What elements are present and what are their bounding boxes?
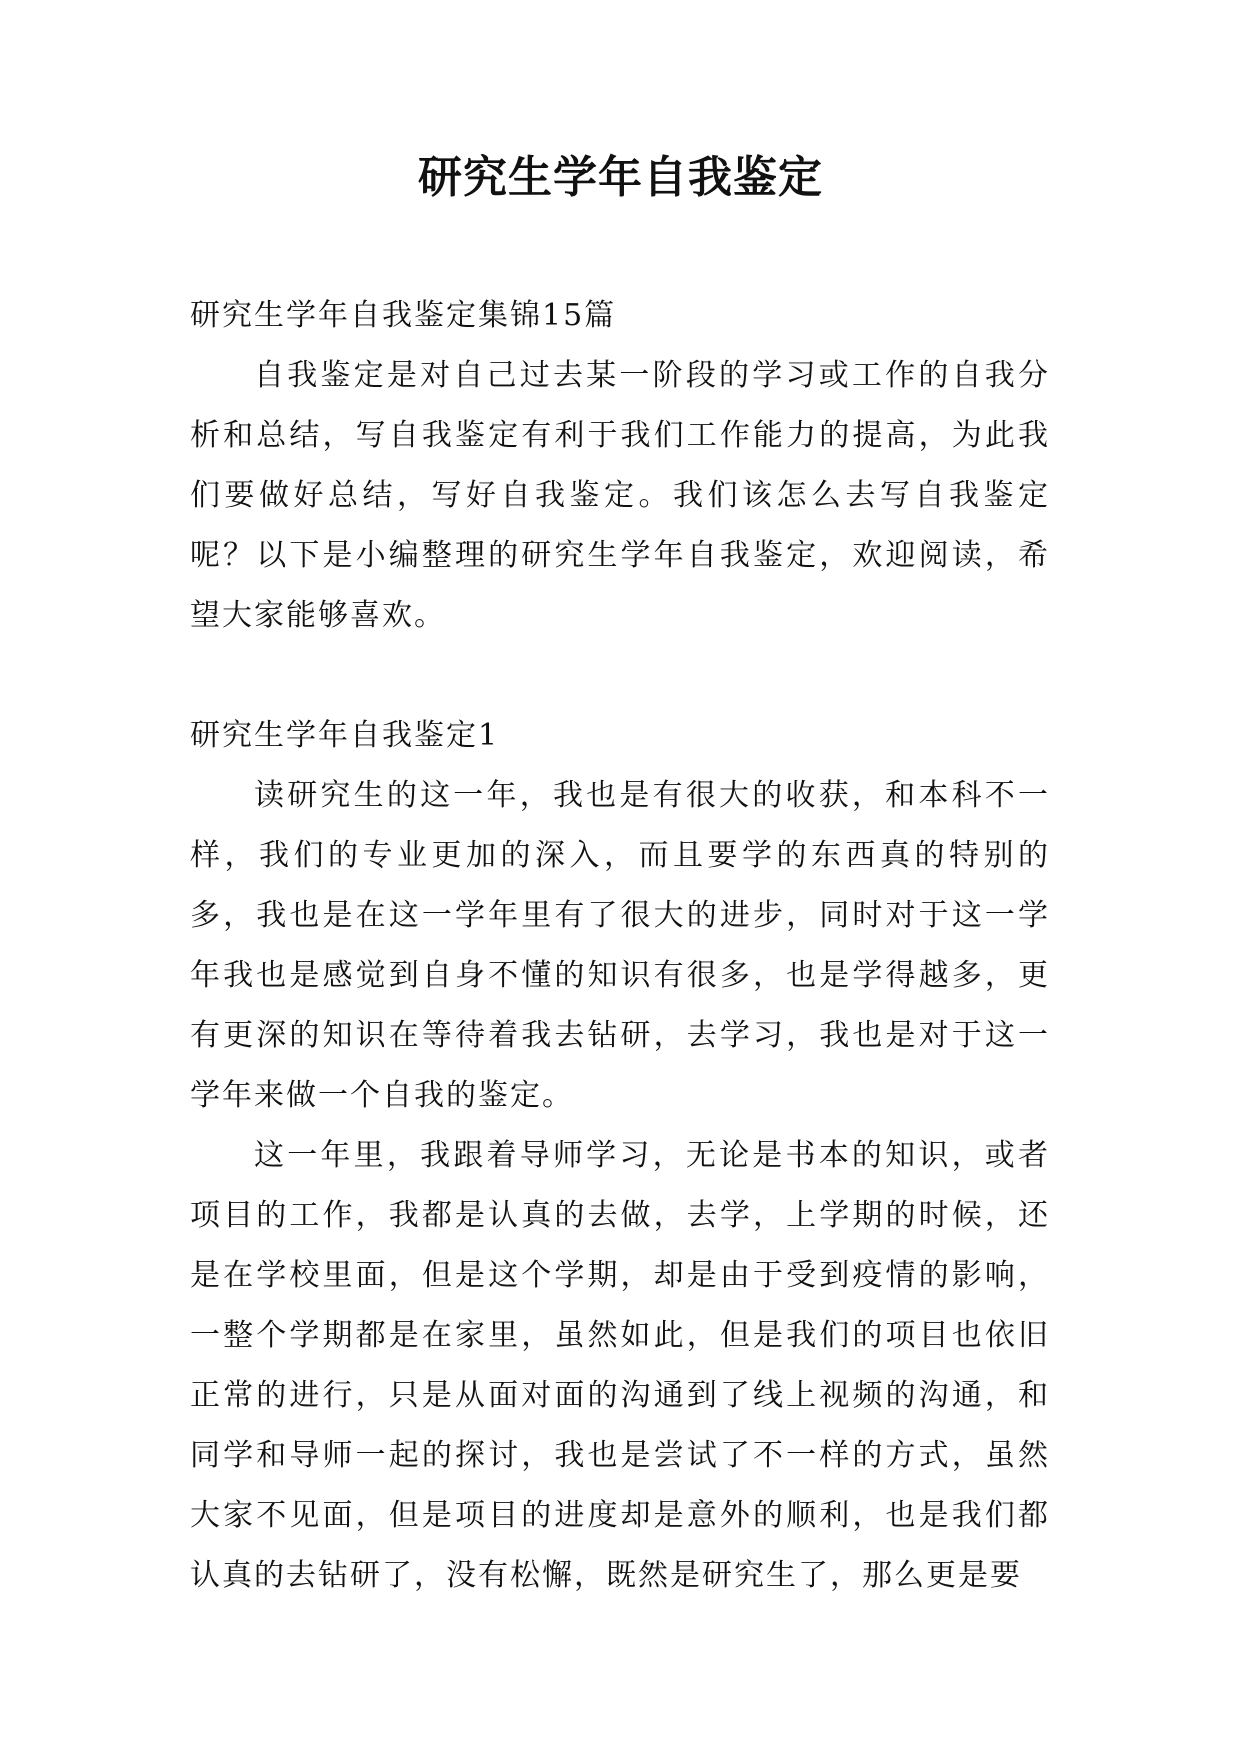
section-heading: 研究生学年自我鉴定1: [190, 718, 500, 753]
body-paragraph: 这一年里，我跟着导师学习，无论是书本的知识，或者项目的工作，我都是认真的去做，去学，上学期的时候，还是在学校里面，但是这个学期，却是由于受到疫情的影响，一整个学期都是在家里，虽然如此，但是我们的项目也依旧正常的进行，只是从面对面的沟通到了线上视频的沟通，和同学和导师一起的探讨，我也是尝试了不一样的方式，虽然大家不见面，但是项目的进度却是意外的顺利，也是我们都认真的去钻研了，没有松懈，既然是研究生了，那么更是要: [190, 1138, 1050, 1593]
body-paragraph: 读研究生的这一年，我也是有很大的收获，和本科不一样，我们的专业更加的深入，而且要学的东西真的特别的多，我也是在这一学年里有了很大的进步，同时对于这一学年我也是感觉到自身不懂的知识有很多，也是学得越多，更有更深的知识在等待着我去钻研，去学习，我也是对于这一学年来做一个自我的鉴定。: [190, 778, 1050, 1113]
section-spacer: [190, 646, 1050, 706]
document-title: 研究生学年自我鉴定: [418, 152, 823, 203]
document-subtitle: 研究生学年自我鉴定集锦15篇: [190, 298, 617, 333]
document-body: [190, 286, 1050, 1606]
intro-paragraph: 自我鉴定是对自己过去某一阶段的学习或工作的自我分析和总结，写自我鉴定有利于我们工作能力的提高，为此我们要做好总结，写好自我鉴定。我们该怎么去写自我鉴定呢？以下是小编整理的研究生学年自我鉴定，欢迎阅读，希望大家能够喜欢。: [190, 358, 1050, 633]
